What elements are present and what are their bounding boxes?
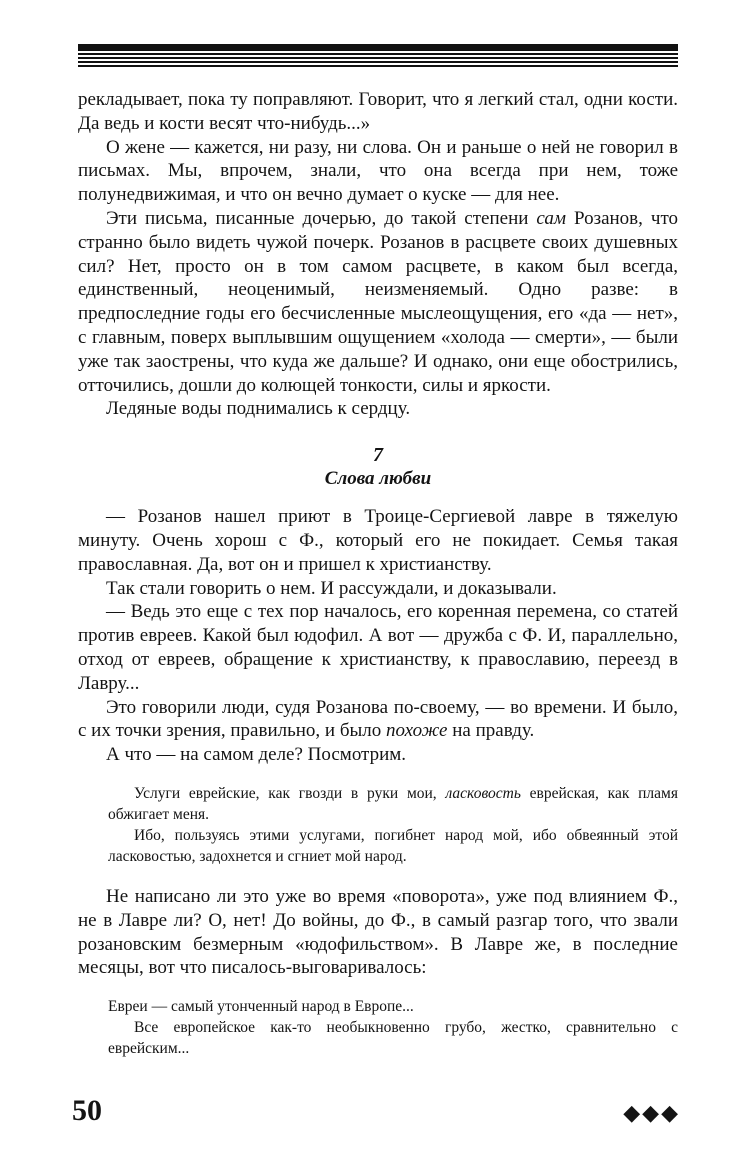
quote-line: Ибо, пользуясь этими услугами, погибнет народ мой, ибо обвеянный этой ласковостью, задохнется и сгниет мой народ. <box>108 826 678 865</box>
paragraph-9: А что — на самом деле? Посмотрим. <box>106 744 407 766</box>
diamond-ornament-icon: ◆◆◆ <box>623 1100 680 1125</box>
quote-line: Все европейское как-то необыкновенно грубо, жестко, сравнительно с еврейским... <box>108 1019 678 1058</box>
paragraph-7: — Ведь это еще с тех пор началось, его коренная перемена, со статей против евреев. Какой был юдофил. А вот — дружба с Ф. И, параллельно, отход от евреев, обращение к христианству, к православию, переезд в Лавру... <box>78 601 678 694</box>
paragraph-3 <box>78 207 678 397</box>
paragraph-2: О жене — кажется, ни разу, ни слова. Он и раньше о ней не говорил в письмах. Мы, впрочем, знали, что она всегда при нем, тоже полунедвижимая, и что он вечно думает о куске — для нее. <box>78 136 678 206</box>
emphasis-text: сам <box>536 207 566 229</box>
paragraph-10: Не написано ли это уже во время «поворота», уже под влиянием Ф., не в Лавре ли? О, нет! До войны, до Ф., в самый разгар того, что звали розановским безмерным «юдофильством». В Лавре же, в последние месяцы, вот что писалось-выговаривалось: <box>78 885 678 979</box>
chapter-number: 7 <box>373 444 383 467</box>
page-text <box>78 88 678 1077</box>
text-run: Розанов, что странно было видеть чужой почерк. Розанов в расцвете своих душевных сил? Нет, просто он в том самом расцвете, в каком был всегда, единственный, неоценимый, неизменяемый. Одно разве: в предпоследние годы его бесчисленные мыслеощущения, его «да — нет», с главным, поверх выплывшим ощущением «холода — смерти», — были уже так заострены, что куда же дальше? И однако, они еще обострились, отточились, дошли до колющей тонкости, силы и яркости. <box>78 207 679 396</box>
chapter-heading <box>78 443 678 491</box>
emphasis-text: похоже <box>386 720 448 742</box>
quote-line <box>108 783 678 825</box>
text-run: еврейская, как пламя обжигает меня. <box>108 784 678 823</box>
paragraph-5: — Розанов нашел приют в Троице-Сергиевой лавре в тяжелую минуту. Очень хорош с Ф., который его не покидает. Семья такая православная. Да, вот он и пришел к христианству. <box>78 506 678 575</box>
paragraph-8 <box>78 696 678 744</box>
block-quote-1 <box>108 783 678 867</box>
text-run: на правду. <box>447 720 535 742</box>
text-run: Эти письма, писанные дочерью, до такой степени <box>106 207 537 229</box>
page-number: 50 <box>72 1094 102 1127</box>
paragraph-6: Так стали говорить о нем. И рассуждали, и доказывали. <box>106 577 557 599</box>
emphasis-text: ласковость <box>445 784 521 802</box>
text-run: Услуги еврейские, как гвозди в руки мои, <box>134 784 446 802</box>
paragraph-1: рекладывает, пока ту поправляют. Говорит, что я легкий стал, одни кости. Да ведь и кости весят что-нибудь...» <box>78 89 678 134</box>
paragraph-4: Ледяные воды поднимались к сердцу. <box>106 398 411 420</box>
block-quote-2 <box>108 996 678 1059</box>
text-run: Это говорили люди, судя Розанова по-своему, — во времени. И было, с их точки зрения, правильно, и было <box>78 696 678 742</box>
header-rule <box>78 44 678 68</box>
quote-line: Евреи — самый утонченный народ в Европе... <box>108 998 414 1016</box>
page-footer <box>72 1094 680 1134</box>
chapter-title: Слова любви <box>324 468 432 490</box>
